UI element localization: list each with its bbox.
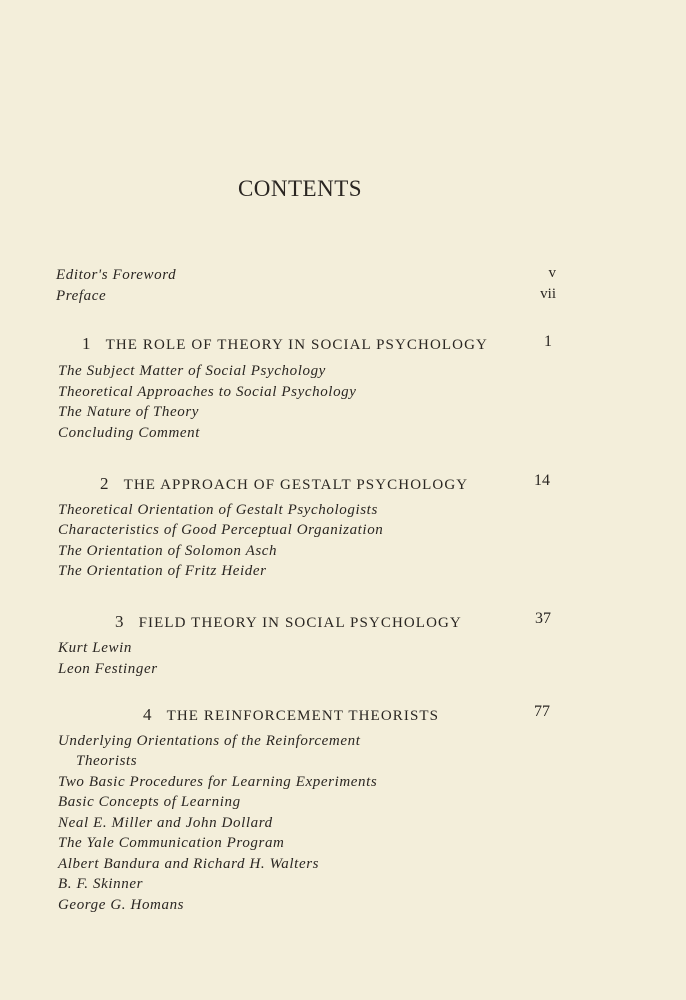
section-entry: The Orientation of Fritz Heider	[58, 563, 267, 579]
chapter-heading	[100, 474, 468, 494]
section-entry: Concluding Comment	[58, 425, 201, 441]
section-entry-continued: Theorists	[76, 753, 138, 769]
section-entry: The Nature of Theory	[58, 404, 200, 420]
section-entry: Leon Festinger	[58, 661, 158, 677]
section-entry: Underlying Orientations of the Reinforcement	[58, 733, 361, 749]
front-matter-page: vii	[540, 286, 556, 302]
section-entry: The Subject Matter of Social Psychology	[58, 363, 326, 379]
front-matter-entry	[56, 286, 556, 308]
chapter-title: THE REINFORCEMENT THEORISTS	[166, 708, 440, 724]
section-entry: B. F. Skinner	[58, 876, 144, 892]
section-entry: Two Basic Procedures for Learning Experiments	[58, 774, 378, 790]
section-entry: Neal E. Miller and John Dollard	[58, 815, 273, 831]
chapter-number: 1	[82, 334, 92, 353]
chapter-page: 37	[535, 610, 551, 627]
front-matter-page: v	[548, 265, 556, 281]
section-entry: Basic Concepts of Learning	[58, 794, 241, 810]
chapter-title: THE APPROACH OF GESTALT PSYCHOLOGY	[123, 477, 469, 493]
section-entry: The Yale Communication Program	[58, 835, 285, 851]
chapter-heading	[82, 334, 488, 354]
front-matter-label: Preface	[56, 288, 107, 304]
chapter-title: THE ROLE OF THEORY IN SOCIAL PSYCHOLOGY	[105, 337, 488, 353]
chapter-page: 14	[534, 472, 550, 489]
section-entry: Theoretical Approaches to Social Psychology	[58, 384, 357, 400]
chapter-heading	[115, 612, 462, 632]
chapter-page: 77	[534, 703, 550, 720]
section-entry: Kurt Lewin	[58, 640, 132, 656]
page-title: CONTENTS	[237, 176, 363, 201]
chapter-heading	[143, 705, 439, 725]
section-entry: Albert Bandura and Richard H. Walters	[58, 856, 320, 872]
front-matter-entry	[56, 265, 556, 287]
front-matter-label: Editor's Foreword	[56, 267, 177, 283]
chapter-page: 1	[544, 333, 552, 350]
section-entry: Characteristics of Good Perceptual Organization	[58, 522, 384, 538]
chapter-number: 4	[143, 705, 153, 724]
chapter-title: FIELD THEORY IN SOCIAL PSYCHOLOGY	[138, 615, 462, 631]
section-entry: Theoretical Orientation of Gestalt Psychologists	[58, 502, 378, 518]
section-entry: The Orientation of Solomon Asch	[58, 543, 278, 559]
chapter-number: 3	[115, 612, 125, 631]
section-entry: George G. Homans	[58, 897, 185, 913]
chapter-number: 2	[100, 474, 110, 493]
